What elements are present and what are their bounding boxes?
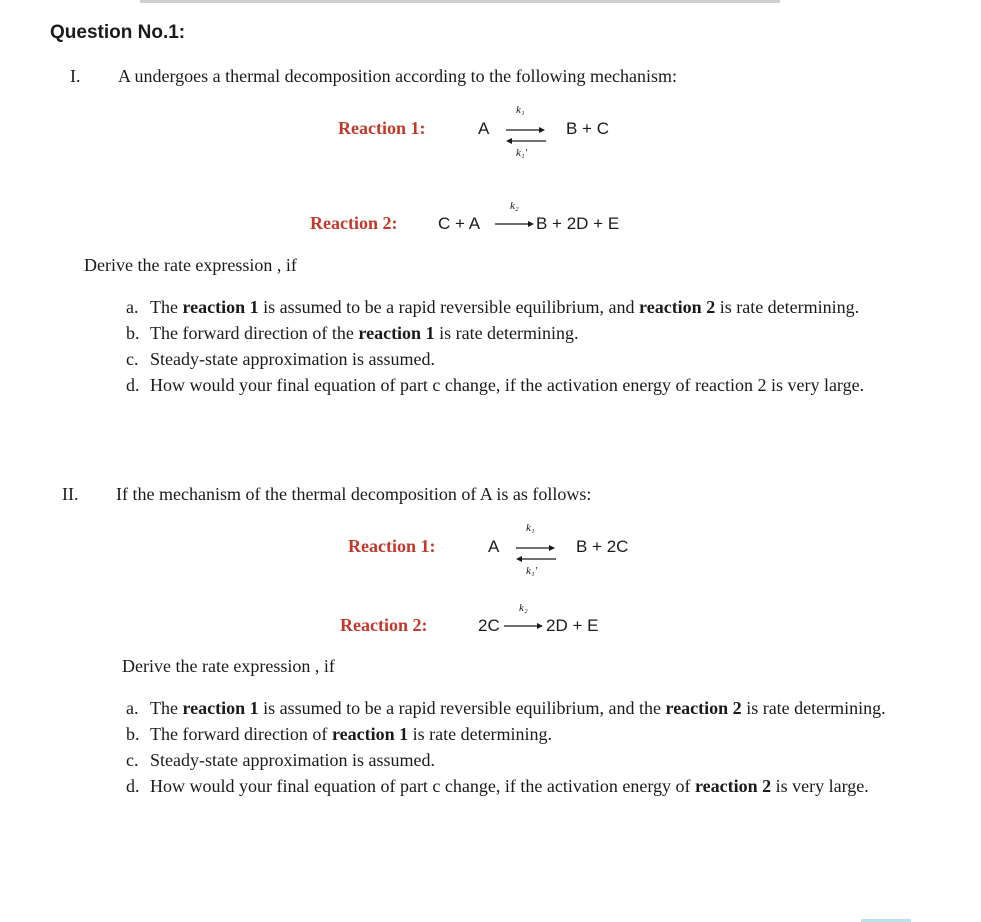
item-marker: b.	[126, 724, 140, 744]
section1-derive-prompt: Derive the rate expression , if	[84, 255, 297, 275]
section2-reaction1-products: B + 2C	[576, 537, 629, 556]
section2-reaction1-label: Reaction 1:	[348, 536, 436, 556]
section2-reaction2-label: Reaction 2:	[340, 615, 428, 635]
section1-reaction2-arrow	[493, 200, 541, 230]
section2-item-d: d. How would your final equation of part c change, if the activation energy of reaction 2 is very large.	[126, 773, 926, 799]
section1-reaction2-reactants: C + A	[438, 214, 481, 233]
section2-number: II.	[62, 484, 79, 504]
section2-reaction2-arrow	[502, 602, 550, 632]
item-marker: a.	[126, 297, 139, 317]
section2-reaction1-k-forward: k₁	[526, 522, 535, 534]
item-marker: a.	[126, 698, 139, 718]
bold-term: reaction 1	[182, 698, 259, 718]
item-marker: c.	[126, 349, 139, 369]
section1-reaction1-reactant: A	[478, 119, 490, 138]
section2-item-a: a. The reaction 1 is assumed to be a rapid reversible equilibrium, and the reaction 2 is rate determining.	[126, 695, 926, 721]
section1-intro: A undergoes a thermal decomposition according to the following mechanism:	[118, 66, 678, 86]
section2-reaction2-k-forward: k₂	[519, 602, 528, 614]
section2-reaction1-k-reverse: k₁'	[526, 565, 538, 577]
section1-item-d: d. How would your final equation of part c change, if the activation energy of reaction 2 is very large.	[126, 372, 926, 398]
forward-arrow-icon	[493, 200, 541, 230]
section2-reaction2-products: 2D + E	[546, 616, 599, 635]
bold-term: reaction 2	[695, 776, 772, 796]
section1-number: I.	[70, 66, 81, 86]
section2-derive-prompt: Derive the rate expression , if	[122, 656, 335, 676]
top-rule-divider	[140, 0, 780, 3]
section2-item-b: b. The forward direction of reaction 1 is rate determining.	[126, 721, 926, 747]
bold-term: reaction 2	[665, 698, 742, 718]
section2-intro: If the mechanism of the thermal decomposition of A is as follows:	[116, 484, 592, 504]
forward-arrow-icon	[502, 602, 550, 632]
section2-reaction1-reactant: A	[488, 537, 500, 556]
bold-term: reaction 1	[182, 297, 259, 317]
section1-reaction1-label: Reaction 1:	[338, 118, 426, 138]
bold-term: reaction 2	[639, 297, 716, 317]
section1-item-b: b. The forward direction of the reaction 1 is rate determining.	[126, 320, 926, 346]
section1-reaction2-label: Reaction 2:	[310, 213, 398, 233]
bold-term: reaction 1	[358, 323, 435, 343]
item-marker: d.	[126, 776, 140, 796]
section1-reaction1-k-reverse: k₁'	[516, 147, 528, 159]
question-title: Question No.1:	[50, 22, 186, 43]
item-marker: b.	[126, 323, 140, 343]
section1-item-a: a. The reaction 1 is assumed to be a rapid reversible equilibrium, and reaction 2 is rate determining.	[126, 294, 926, 320]
section1-reaction1-k-forward: k₁	[516, 104, 525, 116]
section2-reaction2-reactants: 2C	[478, 616, 500, 635]
section1-item-c: c. Steady-state approximation is assumed.	[126, 346, 926, 372]
item-marker: c.	[126, 750, 139, 770]
section2-subquestion-list	[126, 695, 926, 799]
section1-reaction2-k-forward: k₂	[510, 200, 519, 212]
section2-item-c: c. Steady-state approximation is assumed.	[126, 747, 926, 773]
bold-term: reaction 1	[331, 724, 409, 744]
section1-reaction2-products: B + 2D + E	[536, 214, 620, 233]
section1-reaction1-products: B + C	[566, 119, 609, 138]
section1-reaction1-equilibrium-arrow	[500, 104, 552, 166]
item-marker: d.	[126, 375, 140, 395]
section2-reaction1-equilibrium-arrow	[510, 522, 562, 584]
section1-subquestion-list	[126, 294, 926, 398]
